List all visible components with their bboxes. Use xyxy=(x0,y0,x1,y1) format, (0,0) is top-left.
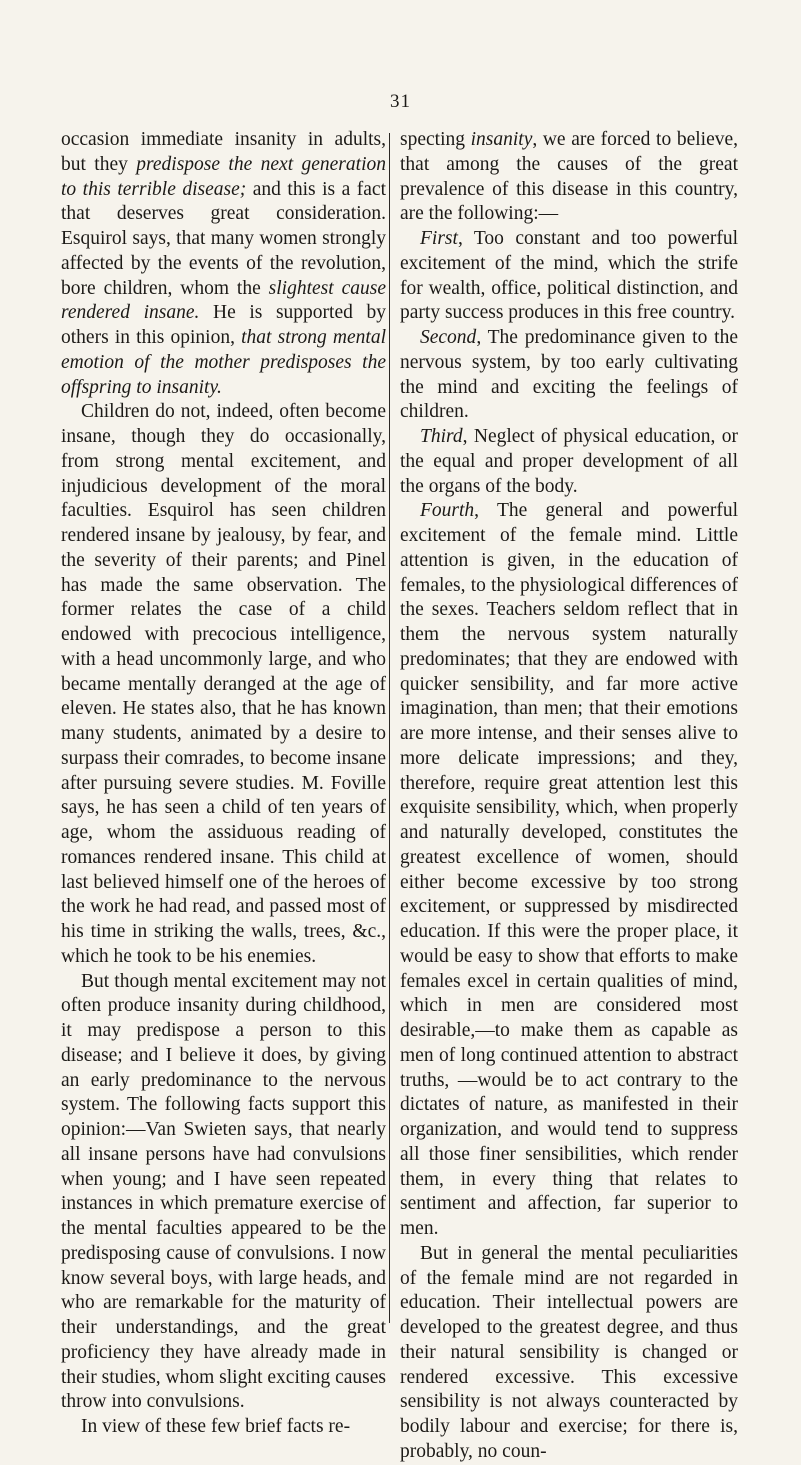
italic-text: slightest cause rendered insane. xyxy=(61,277,386,324)
text-run: , The general and powerful excitement of the female mind. Little attention is given, in the education of females, to the physiological differences of the sexes. Teachers seldom reflect that in them the nervous system naturally predominates; that they are endowed with quicker sensibility, and far more active imagination, than men; that their emotions are more intense, and their senses alive to more delicate impressions; and they, therefore, require great attention lest this exquisite sensibility, which, when properly and naturally developed, constitutes the greatest excellence of women, should either become excessive by too strong excitement, or suppressed by misdirected education. If this were the proper place, it would be easy to show that efforts to make females excel in certain qualities of mind, which in men are considered most desirable,—to make them as capable as men of long continued attention to abstract truths, —would be to act contrary to the dictates of nature, as manifested in their organization, and would tend to suppress all those finer sensibilities, which render them, in every thing that relates to sentiment and affection, far superior to men. xyxy=(400,500,738,1239)
paragraph-first xyxy=(400,227,738,326)
paragraph: In view of these few brief facts re- xyxy=(81,1416,351,1437)
text-run: , we are forced to believe, that among the causes of the great prevalence of this disease in this country, are the following:— xyxy=(400,129,739,225)
paragraph-fourth xyxy=(400,499,738,1242)
page-number: 31 xyxy=(390,91,411,112)
italic-text: that strong mental emotion of the mother predisposes the offspring to insanity. xyxy=(61,327,386,398)
text-run: , The predominance given to the nervous system, by too early cultivating the mind and exciting the feelings of children. xyxy=(400,327,738,423)
italic-text: insanity xyxy=(470,129,533,150)
italic-label: Third xyxy=(420,426,463,447)
italic-label: First xyxy=(420,228,458,249)
paragraph-third xyxy=(400,425,738,499)
column-divider xyxy=(389,133,390,1323)
paragraph xyxy=(61,128,386,400)
text-run: specting xyxy=(400,129,471,150)
text-run: He is supported by others in this opinion, xyxy=(61,302,386,348)
left-column xyxy=(61,128,386,1440)
italic-label: Fourth xyxy=(420,500,475,522)
text-run: occasion immediate insanity in adults, but they xyxy=(61,129,386,175)
italic-text: predispose the next generation to this terrible disease; xyxy=(61,153,386,200)
text-run: and this is a fact that deserves great consideration. Esquirol says, that many women strongly affected by the events of the revolution, bore children, whom the xyxy=(61,178,386,299)
paragraph-second xyxy=(400,326,738,425)
right-column xyxy=(400,128,738,1465)
paragraph: But in general the mental peculiarities of the female mind are not regarded in education. Their intellectual powers are developed to the greatest degree, and thus their natural sensibility is changed or rendered excessive. This excessive sensibility is not always counteracted by bodily labour and exercise; for there is, probably, no coun- xyxy=(400,1242,738,1462)
italic-label: Second xyxy=(420,327,477,348)
text-run: , Too constant and too powerful excitement of the mind, which the strife for wealth, office, political distinction, and party success produces in this free country. xyxy=(400,228,738,324)
text-run: , Neglect of physical education, or the equal and proper development of all the organs of the body. xyxy=(400,426,738,497)
paragraph: Children do not, indeed, often become insane, though they do occasionally, from strong mental excitement, and injudicious development of the moral faculties. Esquirol has seen children rendered insane by jealousy, by fear, and the severity of their parents; and Pinel has made the same observation. The former relates the case of a child endowed with precocious intelligence, with a head uncommonly large, and who became mentally deranged at the age of eleven. He states also, that he has known many students, animated by a desire to surpass their comrades, to become insane after pursuing severe studies. M. Foville says, he has seen a child of ten years of age, whom the assiduous reading of romances rendered insane. This child at last believed himself one of the heroes of the work he had read, and passed most of his time in striking the walls, trees, &c., which he took to be his enemies. xyxy=(61,401,386,967)
paragraph xyxy=(400,128,738,227)
paragraph: But though mental excitement may not often produce insanity during childhood, it may predispose a person to this disease; and I believe it does, by giving an early predominance to the nervous system. The following facts support this opinion:—Van Swieten says, that nearly all insane persons have had convulsions when young; and I have seen repeated instances in which premature exercise of the mental faculties appeared to be the predisposing cause of convulsions. I now know several boys, with large heads, and who are remarkable for the maturity of their understandings, and the great proficiency they have already made in their studies, whom slight exciting causes throw into convulsions. xyxy=(61,970,386,1413)
